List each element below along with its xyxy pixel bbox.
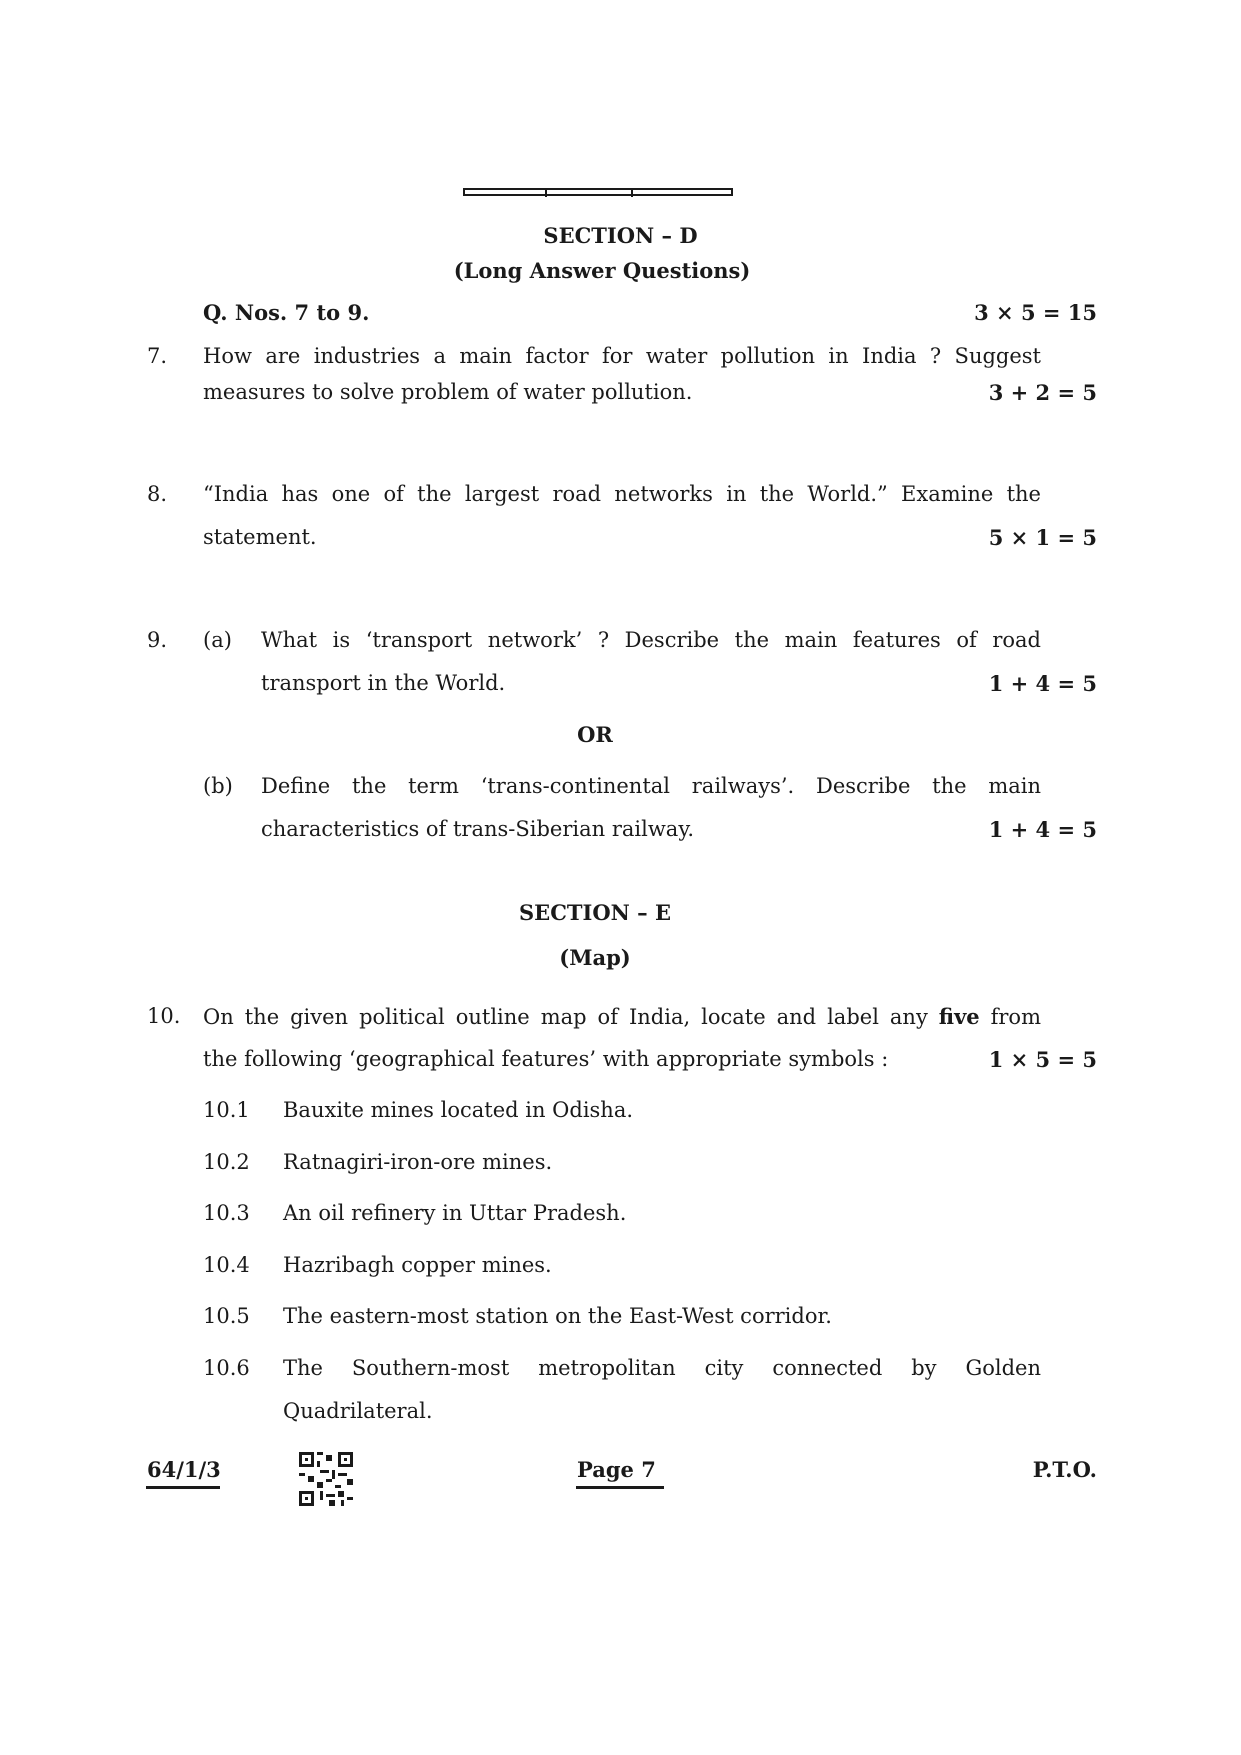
question-marks: 5 × 1 = 5 (988, 525, 1097, 550)
section-d-title: SECTION – D (543, 223, 698, 248)
question-text-line (203, 1004, 1041, 1029)
map-item-number: 10.4 (203, 1253, 250, 1277)
map-item-number: 10.5 (203, 1304, 250, 1328)
question-text-segment: from (979, 1005, 1041, 1029)
question-text-line: Define the term ‘trans-continental railways’. Describe the main (261, 774, 1041, 798)
section-d-marks: 3 × 5 = 15 (974, 300, 1097, 325)
question-number: 9. (147, 628, 168, 652)
paper-code: 64/1/3 (147, 1457, 221, 1482)
question-text-line: “India has one of the largest road networks in the World.” Examine the (203, 482, 1041, 506)
section-separator-bar (463, 188, 733, 196)
question-text-line: measures to solve problem of water pollution. (203, 380, 693, 404)
map-item-number: 10.6 (203, 1356, 250, 1380)
option-b-label: (b) (203, 774, 233, 798)
map-item-text: Ratnagiri-iron-ore mines. (283, 1150, 553, 1174)
question-text-line: What is ‘transport network’ ? Describe the main features of road (261, 628, 1041, 652)
map-item-text: Hazribagh copper mines. (283, 1253, 552, 1277)
page-number-underline (576, 1486, 664, 1489)
question-marks: 1 + 4 = 5 (988, 817, 1097, 842)
question-marks: 1 + 4 = 5 (988, 671, 1097, 696)
question-text-line: statement. (203, 525, 317, 549)
section-e-title: SECTION – E (519, 900, 671, 925)
section-e-subtitle: (Map) (559, 945, 631, 970)
map-item-number: 10.2 (203, 1150, 250, 1174)
or-divider: OR (577, 722, 613, 747)
map-item-text: The Southern-most metropolitan city connected by Golden (283, 1356, 1041, 1380)
question-number: 10. (147, 1004, 181, 1028)
question-range: Q. Nos. 7 to 9. (203, 300, 370, 325)
question-text-line: How are industries a main factor for water pollution in India ? Suggest (203, 344, 1041, 368)
question-text-segment: On the given political outline map of India, locate and label any (203, 1005, 939, 1029)
map-item-number: 10.1 (203, 1098, 250, 1122)
qr-code-icon (299, 1452, 353, 1506)
question-text-emphasis: five (938, 1004, 980, 1029)
question-number: 8. (147, 482, 168, 506)
map-item-text: The eastern-most station on the East-West corridor. (283, 1304, 832, 1328)
question-marks: 1 × 5 = 5 (988, 1047, 1097, 1072)
question-text-line: characteristics of trans-Siberian railway. (261, 817, 695, 841)
section-d-subtitle: (Long Answer Questions) (453, 258, 751, 283)
map-item-text-continued: Quadrilateral. (283, 1399, 433, 1423)
question-text-line: the following ‘geographical features’ with appropriate symbols : (203, 1047, 889, 1071)
paper-code-underline (146, 1486, 220, 1489)
map-item-number: 10.3 (203, 1201, 250, 1225)
question-marks: 3 + 2 = 5 (988, 380, 1097, 405)
map-item-text: An oil refinery in Uttar Pradesh. (283, 1201, 627, 1225)
map-item-text: Bauxite mines located in Odisha. (283, 1098, 634, 1122)
please-turn-over: P.T.O. (1032, 1457, 1097, 1482)
page-number: Page 7 (577, 1457, 656, 1482)
option-a-label: (a) (203, 628, 232, 652)
question-number: 7. (147, 344, 168, 368)
question-text-line: transport in the World. (261, 671, 506, 695)
